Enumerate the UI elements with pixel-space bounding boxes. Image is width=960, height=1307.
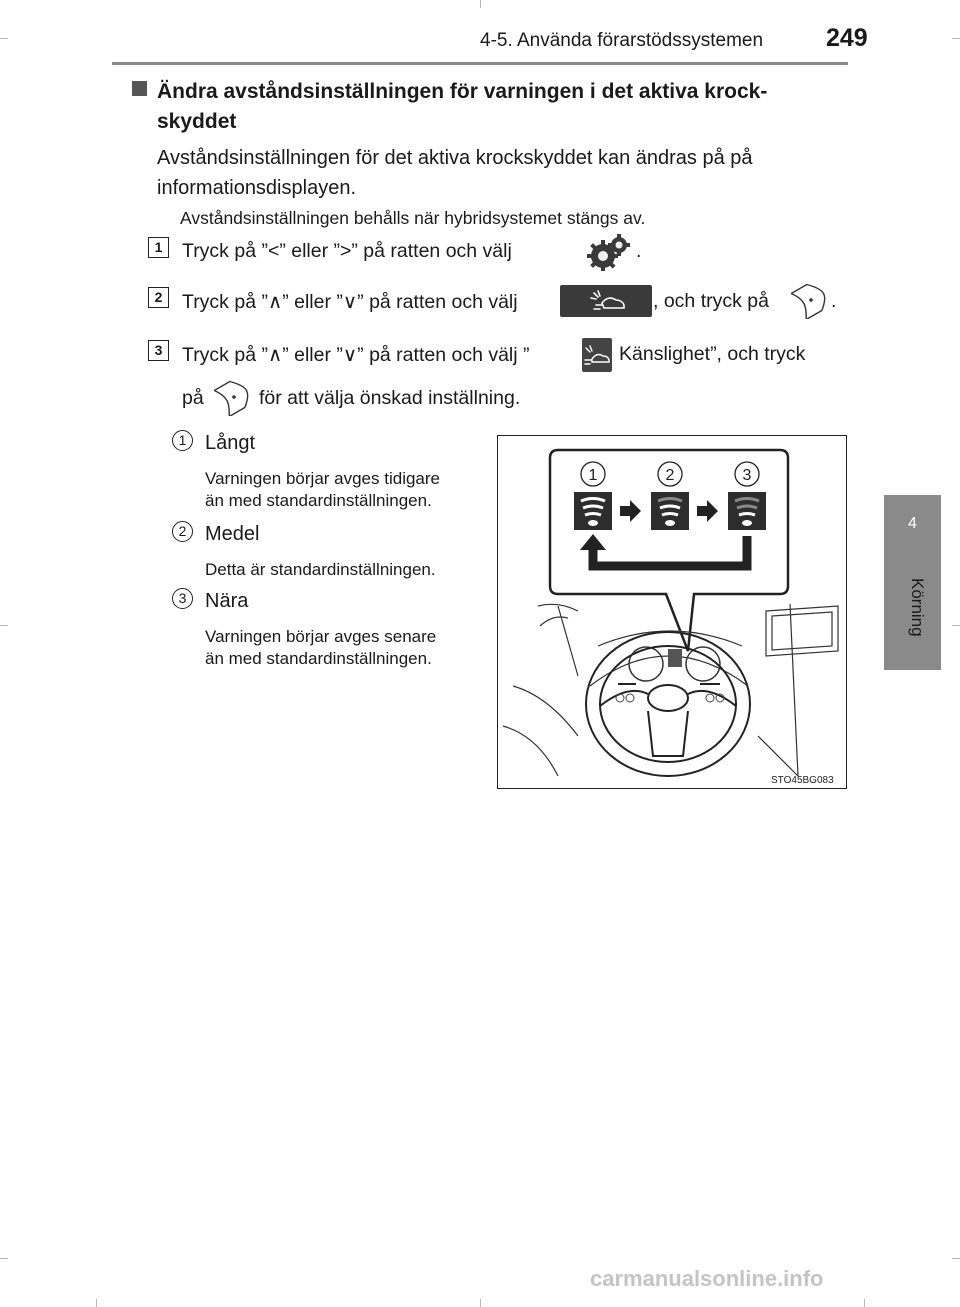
option-title-medium: Medel [205,523,260,545]
heading-square-icon [132,81,147,96]
pcs-warning-icon [560,285,652,317]
option-desc-medium: Detta är standardinställningen. [205,560,436,579]
chapter-title [893,578,933,658]
option-desc-near-2: än med standardinställningen. [205,649,432,668]
step-3-mid: Känslighet”, och tryck [619,343,806,365]
figure-callout-3: 3 [742,467,752,484]
page-number: 249 [826,24,868,52]
step-number-1: 1 [148,237,169,258]
intro-line-2: informationsdisplayen. [157,177,356,199]
crop-mark [480,1299,481,1307]
crop-mark [952,38,960,39]
pcs-warning-icon [582,338,612,372]
step-2-text: Tryck på ”∧” eller ”∨” på ratten och välj [182,291,518,313]
step-number-2: 2 [148,287,169,308]
option-desc-long [205,468,440,512]
section-heading [132,77,842,137]
figure-code: STO45BG083 [771,775,834,786]
option-number-1: 1 [172,430,193,451]
option-desc-long-1: Varningen börjar avges tidigare [205,469,440,488]
option-number-3: 3 [172,588,193,609]
chapter-title-text: Körning [908,578,927,637]
note-text: Avståndsinställningen behålls när hybridsystemet stängs av. [180,208,646,228]
crop-mark [864,1299,865,1307]
option-desc-near [205,626,436,670]
sensitivity-icon-box [582,338,612,372]
option-title-near: Nära [205,590,249,612]
heading-line-1: Ändra avståndsinställningen för varningen i det aktiva krock- [157,80,768,103]
pcs-menu-button [560,285,652,317]
intro-line-1: Avståndsinställningen för det aktiva krockskyddet kan ändras på på [157,147,753,169]
step-3-pa: på [182,387,204,409]
step-number-3: 3 [148,340,169,361]
intro-paragraph [157,143,847,203]
header-divider [112,62,848,65]
step-2-mid: , och tryck på [653,290,769,312]
crop-mark [952,1258,960,1259]
crop-mark [96,1299,97,1307]
step-1-end: . [636,240,642,262]
enter-button-icon [214,378,252,416]
heading-line-2: skyddet [157,110,237,133]
option-desc-long-2: än med standardinställningen. [205,491,432,510]
crop-mark [952,625,960,626]
step-3-text: Tryck på ”∧” eller ”∨” på ratten och välj ” [182,344,530,366]
watermark: carmanualsonline.info [590,1266,824,1291]
option-desc-near-1: Varningen börjar avges senare [205,627,437,646]
steering-wheel-figure [497,435,847,789]
step-1-text: Tryck på ”<” eller ”>” på ratten och välj [182,240,512,262]
option-number-2: 2 [172,521,193,542]
step-3-end: för att välja önskad inställning. [259,387,521,409]
crop-mark [0,38,8,39]
gear-icon [583,232,633,272]
steering-wheel-illustration [498,436,846,788]
header-section-title: 4-5. Använda förarstödssystemen [480,30,764,51]
figure-callout-2: 2 [665,467,675,484]
enter-button-icon [791,281,829,319]
crop-mark [0,1258,8,1259]
crop-mark [0,625,8,626]
step-2-end: . [831,290,837,312]
figure-callout-1: 1 [588,467,598,484]
option-title-long: Långt [205,432,256,454]
chapter-number: 4 [908,515,917,532]
crop-mark [480,0,481,8]
